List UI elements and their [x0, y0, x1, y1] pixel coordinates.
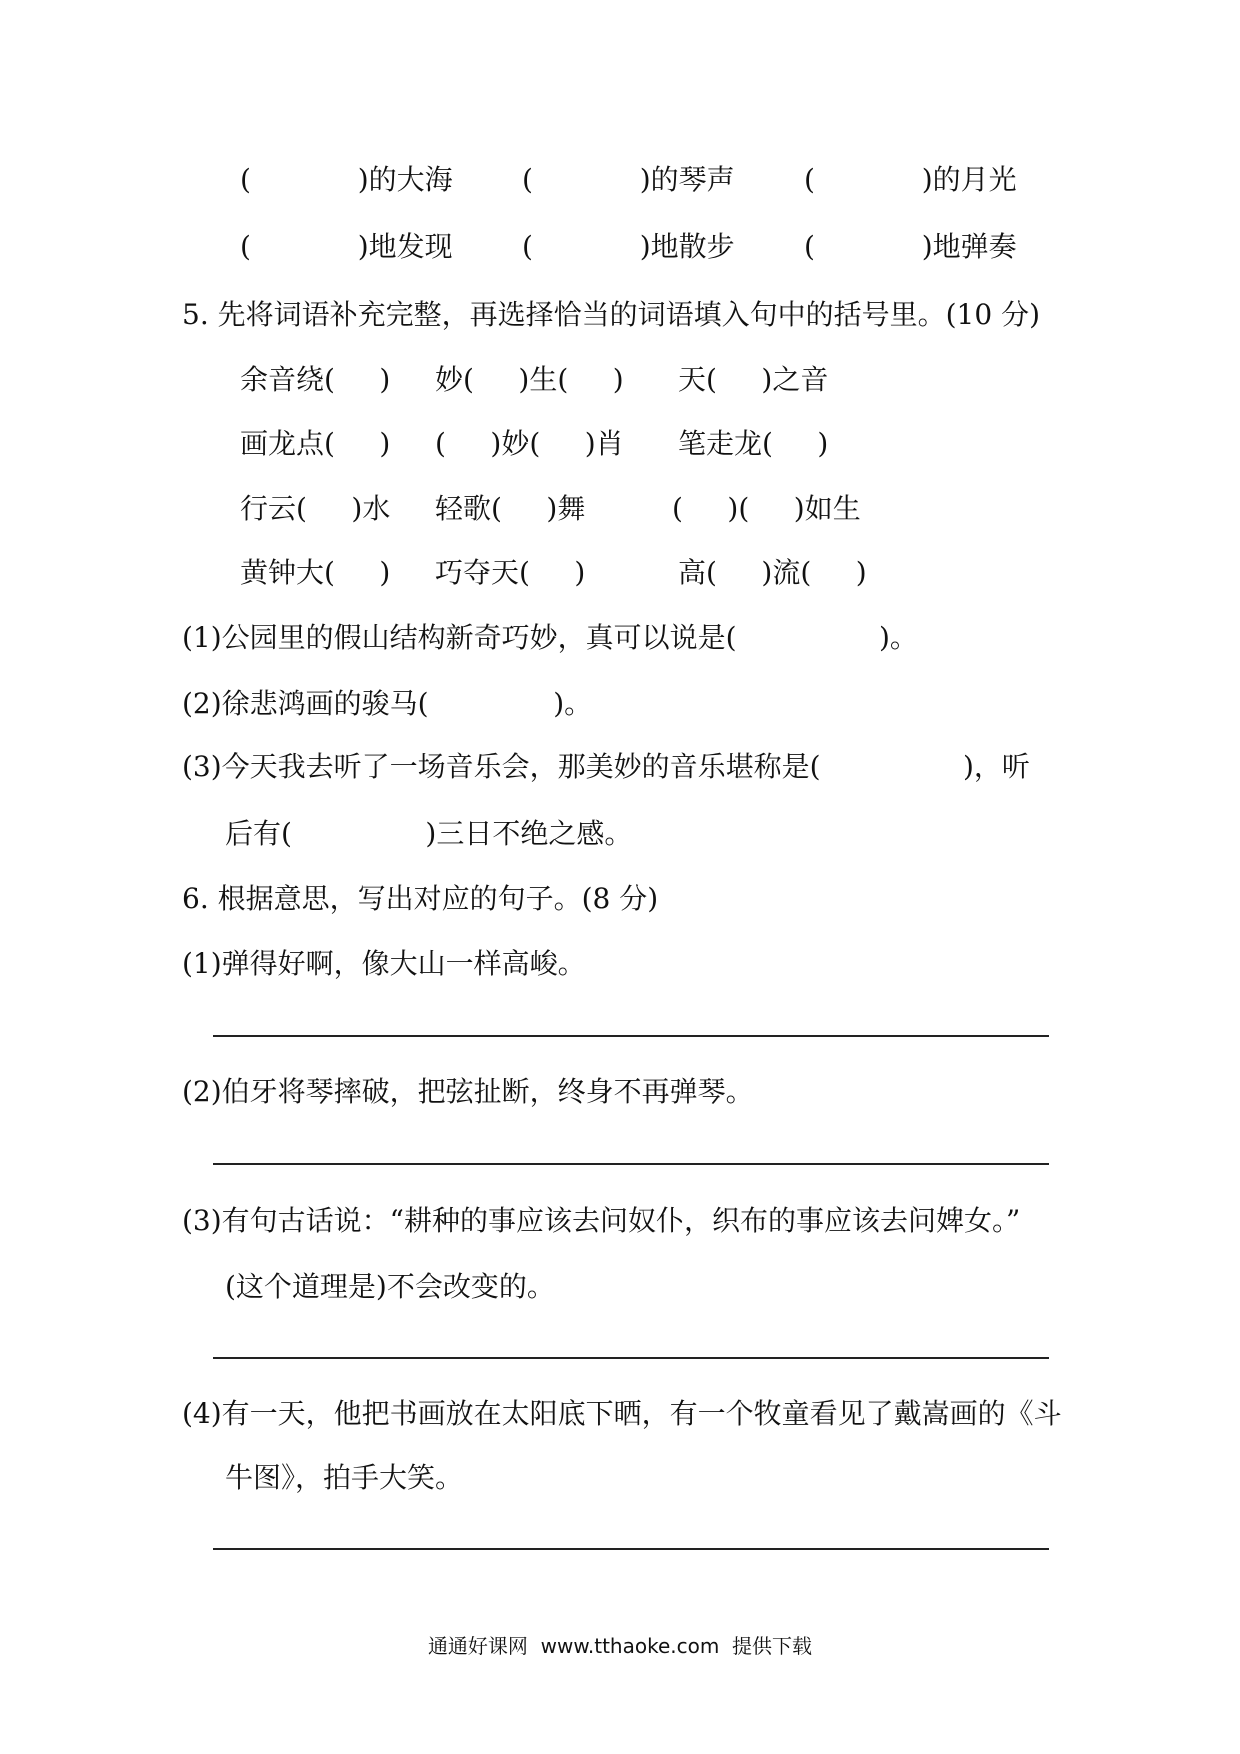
q5-idiom-r2c1: 画龙点( ): [240, 427, 391, 460]
q4-row2-item1: ( )地发现: [240, 230, 453, 263]
q5-sentence-3-line1: (3)今天我去听了一场音乐会，那美妙的音乐堪称是( )，听: [182, 750, 1030, 783]
q5-idiom-r2c2: ( )妙( )肖: [435, 427, 624, 460]
q6-item-3-line1: (3)有句古话说：“耕种的事应该去问奴仆，织布的事应该去问婢女。”: [182, 1204, 1021, 1237]
q5-idiom-r1c2: 妙( )生( ): [435, 363, 624, 396]
q6-item-1: (1)弹得好啊，像大山一样高峻。: [182, 947, 586, 980]
q4-row2-item2: ( )地散步: [522, 230, 735, 263]
q5-sentence-1: (1)公园里的假山结构新奇巧妙，真可以说是( )。: [182, 621, 918, 654]
answer-line-3[interactable]: [213, 1357, 1049, 1359]
q5-idiom-r4c1: 黄钟大( ): [240, 556, 391, 589]
q5-sentence-2: (2)徐悲鸿画的骏马( )。: [182, 687, 593, 720]
q5-idiom-r1c3: 天( )之音: [678, 363, 829, 396]
answer-line-2[interactable]: [213, 1163, 1049, 1165]
page-footer: 通通好课网 www.tthaoke.com 提供下载: [427, 1634, 813, 1658]
q5-idiom-r2c3: 笔走龙( ): [678, 427, 829, 460]
q4-row1-item2: ( )的琴声: [522, 163, 735, 196]
q5-idiom-r4c2: 巧夺天( ): [435, 556, 586, 589]
q6-item-4-line1: (4)有一天，他把书画放在太阳底下晒，有一个牧童看见了戴嵩画的《斗: [182, 1397, 1062, 1430]
q4-row1-item3: ( )的月光: [804, 163, 1017, 196]
q6-item-4-line2: 牛图》，拍手大笑。: [225, 1461, 464, 1494]
q5-idiom-r3c2: 轻歌( )舞: [435, 492, 586, 525]
q5-sentence-3-line2: 后有( )三日不绝之感。: [225, 817, 633, 850]
answer-line-4[interactable]: [213, 1548, 1049, 1550]
q4-row1-item1: ( )的大海: [240, 163, 453, 196]
answer-line-1[interactable]: [213, 1035, 1049, 1037]
q5-idiom-r1c1: 余音绕( ): [240, 363, 391, 396]
q5-heading: 5. 先将词语补充完整，再选择恰当的词语填入句中的括号里。(10 分): [182, 298, 1040, 331]
q5-idiom-r3c1: 行云( )水: [240, 492, 391, 525]
q4-row2-item3: ( )地弹奏: [804, 230, 1017, 263]
q6-heading: 6. 根据意思，写出对应的句子。(8 分): [182, 882, 659, 915]
q6-item-2: (2)伯牙将琴摔破，把弦扯断，终身不再弹琴。: [182, 1075, 754, 1108]
q5-idiom-r3c3: ( )( )如生: [672, 492, 861, 525]
q5-idiom-r4c3: 高( )流( ): [678, 556, 867, 589]
q6-item-3-line2: (这个道理是)不会改变的。: [225, 1270, 555, 1303]
